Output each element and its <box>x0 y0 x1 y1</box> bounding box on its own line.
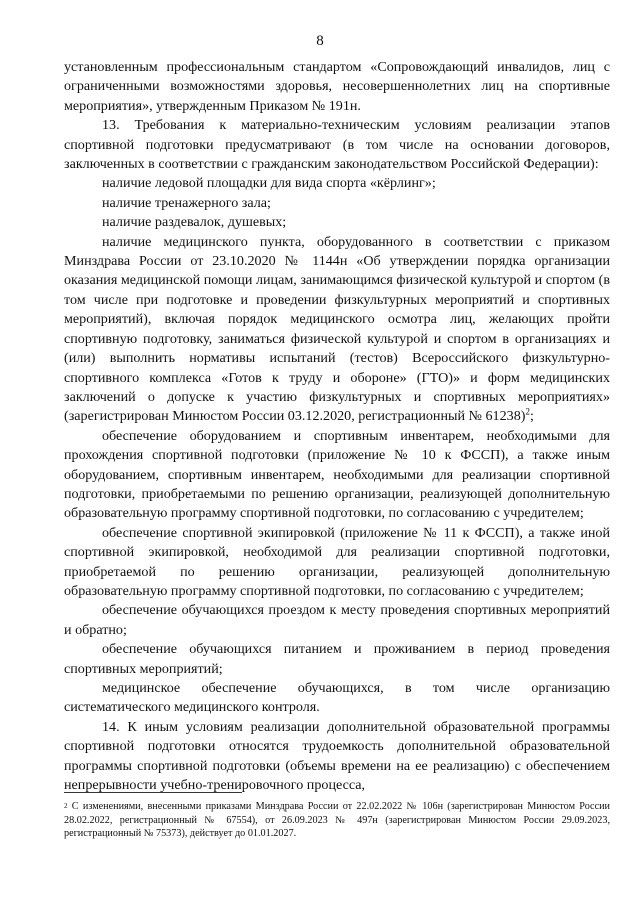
list-item: обеспечение спортивной экипировкой (приложение № 11 к ФССП), а также иной спортивной экипировкой, необходимой для реализации спортивной подготовки, приобретаемой по решению организации, реализующей дополнительную образовательную программу спортивной подготовки, по согласованию с учредителем; <box>64 524 610 599</box>
list-item: обеспечение обучающихся питанием и проживанием в период проведения спортивных мероприятий; <box>64 641 610 677</box>
footnote-reference[interactable]: 2 <box>525 406 530 417</box>
footnote-mark: 2 <box>64 802 68 810</box>
list-item: медицинское обеспечение обучающихся, в том числе организацию систематического медицинского контроля. <box>64 680 610 716</box>
paragraph: установленным профессиональным стандартом «Сопровождающий инвалидов, лиц с ограниченными возможностями здоровья, несовершеннолетних лиц на спортивные мероприятия», утвержденным Приказом № 191н. <box>64 59 610 114</box>
footnote-divider <box>64 792 242 793</box>
body-text <box>64 58 610 795</box>
list-item: наличие раздевалок, душевых; <box>102 214 287 231</box>
list-item-text: наличие медицинского пункта, оборудованного в соответствии с приказом Минздрава России от 23.10.2020 № 1144н «Об утверждении порядка организации оказания медицинской помощи лицам, занимающимся физической культурой и спортом (в том числе при подготовке и проведении физкультурных мероприятий и спортивных мероприятий), включая порядок медицинского осмотра лиц, желающих пройти спортивную подготовку, заниматься физической культурой и спортом в организациях и (или) выполнить нормативы испытаний (тестов) Всероссийского физкультурно-спортивного комплекса «Готов к труду и обороне» (ГТО)» и форм медицинских заключений о допуске к участию физкультурных и спортивных мероприятиях» (зарегистрирован Минюстом России 03.12.2020, регистрационный № 61238) <box>64 233 610 425</box>
footnote <box>64 800 610 841</box>
list-item: наличие ледовой площадки для вида спорта «кёрлинг»; <box>102 175 436 192</box>
list-item <box>64 233 610 427</box>
page-number: 8 <box>316 33 324 49</box>
list-item: наличие тренажерного зала; <box>102 194 271 211</box>
list-item: обеспечение обучающихся проездом к месту проведения спортивных мероприятий и обратно; <box>64 602 610 638</box>
footnote-text: С изменениями, внесенными приказами Минздрава России от 22.02.2022 № 106н (зарегистрирован Минюстом России 28.02.2022, регистрационный № 67554), от 26.09.2023 № 497н (зарегистрирован Минюстом России 29.09.2023, регистрационный № 75373), действует до 01.01.2027. <box>64 801 611 840</box>
list-item: обеспечение оборудованием и спортивным инвентарем, необходимыми для прохождения спортивной подготовки (приложение № 10 к ФССП), а также иным оборудованием, спортивным инвентарем, необходимыми для реализации спортивной подготовки, приобретаемыми по решению организации, реализующей дополнительную образовательную программу спортивной подготовки, по согласованию с учредителем; <box>64 427 610 522</box>
paragraph: 13. Требования к материально-техническим условиям реализации этапов спортивной подготовки предусматривают (в том числе на основании договоров, заключенных в соответствии с гражданским законодательством Российской Федерации): <box>64 117 610 173</box>
punctuation: ; <box>529 408 534 425</box>
paragraph: 14. К иным условиям реализации дополнительной образовательной программы спортивной подготовки относятся трудоемкость дополнительной образовательной программы спортивной подготовки (объемы времени на ее реализацию) с обеспечением непрерывности учебно-тренировочного процесса, <box>64 718 610 794</box>
